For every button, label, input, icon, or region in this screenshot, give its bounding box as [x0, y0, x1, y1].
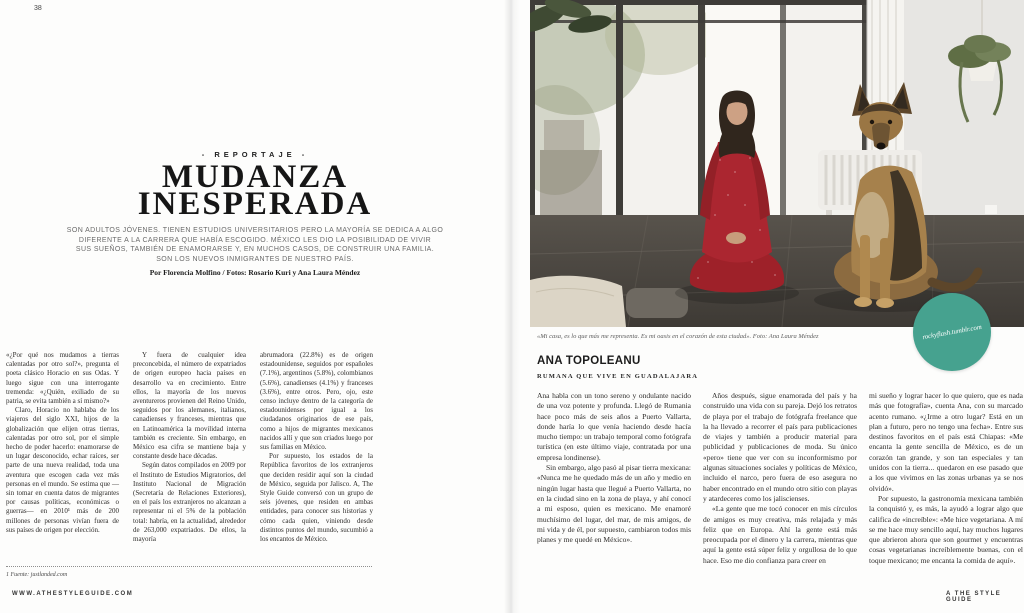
text-column	[703, 391, 857, 566]
right-page-columns	[537, 391, 1024, 566]
subtitle-line: SUS SUEÑOS, TAMBIÉN DE ENAMORARSE Y, EN MUCHOS CASOS, DE CONSTRUIR UNA FAMILIA.	[75, 246, 435, 253]
subtitle-line: SON ADULTOS JÓVENES. TIENEN ESTUDIOS UNIVERSITARIOS PERO LA MAYORÍA SE DEDICA A ALGO	[66, 227, 444, 234]
footer-website: WWW.ATHESTYLEGUIDE.COM	[12, 591, 134, 597]
subtitle-line: DIFERENTE A LA CARRERA QUE HABÍA ESCOGIDO. MÉXICO LES DIO LA POSIBILIDAD DE VIVIR	[78, 236, 432, 244]
sticker-url-text: rockyflash.tumblr.com	[921, 323, 983, 341]
body-paragraph: «La gente que me tocó conocer en mis círculos de amigos es muy creativa, más relajada y más feliz que en Europa. Ahí la gente está más preocupada por el dinero y la carrera, mientras que aquí la gente está súper feliz y orgullosa de lo que hace. Eso me dio confianza para creer en	[703, 504, 857, 565]
body-paragraph: abrumadora (22.8%) es de origen estadounidense, seguidos por españoles (7.1%), argentinos (5.8%), colombianos (5.6%), canadienses (4.1%) y franceses (3.6%), entre otros. Pero, ojo, este censo incluye dentro de la categoría de estadounidenses por igual a los ciudadanos originarios de ese país, como a hijos de migrantes mexicanos nacidos allí y que son criados luego por sus familias en México.	[260, 351, 373, 452]
body-paragraph: Claro, Horacio no hablaba de los viajeros del siglo XXI, hijos de la globalización que elijen otras tierras, calentadas por otro sol, por el simple hecho de poder hacerlo: enamorarse de un lugar desconocido, echar raíces, ser parte de una nueva realidad, toda una aventura que escogen cada vez más personas en el mundo. Se estima que —sin tomar en cuenta datos de migrantes por causas políticas, económicas o guerras— en 2010¹ más de 200 millones de personas vivían fuera de sus países de origen por elección.	[6, 406, 119, 534]
photo-illustration	[530, 0, 1024, 327]
text-column	[260, 351, 373, 544]
profile-name-heading: ANA TOPOLEANU	[537, 355, 641, 367]
footnote-divider	[6, 566, 372, 567]
byline: Por Florencia Molfino / Fotos: Rosario Kuri y Ana Laura Méndez	[149, 268, 361, 277]
text-column	[133, 351, 246, 544]
article-subtitle	[55, 226, 455, 264]
photo-window	[530, 0, 867, 232]
body-paragraph: Y fuera de cualquier idea preconcebida, el número de expatriados de origen europeo hacia países en desarrollo va en crecimiento. Entre ellos, la mayoría de los nuevos aventureros provienen del Reino Unido, seguidos por los alemanes, italianos, canadienses y franceses, mientras que en Latinoamérica la movilidad interna también es creciente. Sin embargo, en México esa cifra se mantiene baja y constante desde hace décadas.	[133, 351, 246, 461]
profile-descriptor: RUMANA QUE VIVE EN GUADALAJARA	[537, 373, 699, 380]
article-title-line1: MUDANZA	[161, 159, 349, 195]
body-paragraph: mi sueño y lograr hacer lo que quiero, que es nada más que fotografía», cuenta Ana, con su marcado acento rumano. «¿Irme a otro lugar? Está en un plan a futuro, pero no tengo una fecha». Entre sus destinos favoritos en el país está Chiapas: «Me encanta la gente sencilla de México, es de un corazón tan grande, y son tan especiales y tan unidos con la tierra... quedaron en ese pasado que a los que vivimos en las zonas urbanas ya se nos olvidó».	[869, 391, 1023, 493]
footer-magazine-name: A THE STYLE GUIDE	[946, 591, 1002, 603]
body-paragraph: Años después, sigue enamorada del país y ha construido una vida con su pareja. Dejó los retratos de playa por el trabajo de fotógrafa freelance que la ha llevado a recorrer el país para publicaciones de viajes y también a producir material para publicidad y publicaciones de moda. Su único «pero» tiene que ver con su inconformismo por algunas situaciones sociales y políticas de México, incluido el narco, pero fuera de eso asegura no haber encontrado en el mundo otro sitio con playas y atardeceres como los jaliscienses.	[703, 391, 857, 503]
text-column	[537, 391, 691, 566]
section-kicker: - REPORTAJE -	[201, 150, 309, 159]
photo-credit-sticker	[913, 293, 991, 371]
body-paragraph: Ana habla con un tono sereno y ondulante nacido de una voz potente y profunda. Llegó de Rumania hace poco más de seis años a Puerto Vallarta, donde haría lo que venía haciendo desde hacía mucho tiempo: un trabajo temporal como fotógrafa turística (en este último viaje, contratada por una empresa londinense).	[537, 391, 691, 462]
subtitle-line: SON LOS NUEVOS INMIGRANTES DE NUESTRO PAÍS.	[156, 255, 354, 263]
page-number-left: 38	[34, 5, 42, 12]
body-paragraph: Por supuesto, los estados de la República favoritos de los extranjeros que deciden residir aquí son la ciudad de México, seguida por Jalisco. A, The Style Guide conversó con un grupo de seis jóvenes, que residen en ambas entidades, para conocer sus historias y cómo cada quien, viniendo desde distintos puntos del mundo, sucumbió a los encantos de México.	[260, 452, 373, 544]
left-page-columns	[6, 351, 374, 544]
body-paragraph: «¿Por qué nos mudamos a tierras calentadas por otro sol?», pregunta el poeta clásico Horacio en sus Odas. Y luego sigue con una interrogante tremenda: «¿Quién, exiliado de su patria, se evita también a sí mismo?»	[6, 351, 119, 406]
article-header	[55, 150, 455, 277]
page-fold-shadow	[504, 0, 520, 613]
body-paragraph: Por supuesto, la gastronomía mexicana también la conquistó y, es más, la ayudó a lograr algo que califica de «increíble»: «Me hice vegetariana. A mí se me hace muy sencillo aquí, hay muchos lugares que abrieron ahora que son gourmet y encuentras cosas vegetarianas increíblemente buenas, con el toque mexicano; me encanta la comida de aquí».	[869, 493, 1023, 565]
body-paragraph: Sin embargo, algo pasó al pisar tierra mexicana: «Nunca me he quedado más de un año y medio en ningún lugar hasta que llegué a Puerto Vallarta, no en la ciudad sino en la zona de playa, y ahí conocí a mi esposo, quien es mexicano. Me enamoré muchísimo del lugar, del mar, de mis amigos, de mi vida y de él, por supuesto, cambiaron todos mis planes y me quedé en México».	[537, 463, 691, 545]
text-column	[869, 391, 1023, 566]
text-column	[6, 351, 119, 544]
body-paragraph: Según datos compilados en 2009 por el Instituto de Estudios Migratorios, del Instituto Nacional de Migración (Secretaría de Relaciones Exteriores), en el país los extranjeros no alcanzan a representar ni el 5% de la población total: habría, en la actualidad, alrededor de 263,000 expatriados. De ellos, la mayoría	[133, 461, 246, 544]
photo-caption: «Mi casa, es lo que más me representa. Es mi oasis en el corazón de esta ciudad». Foto: Ana Laura Méndez	[537, 333, 819, 340]
article-title-line2: INESPERADA	[137, 186, 373, 222]
feature-photo	[530, 0, 1024, 327]
footnote: 1 Fuente: justlanded.com	[6, 572, 68, 578]
